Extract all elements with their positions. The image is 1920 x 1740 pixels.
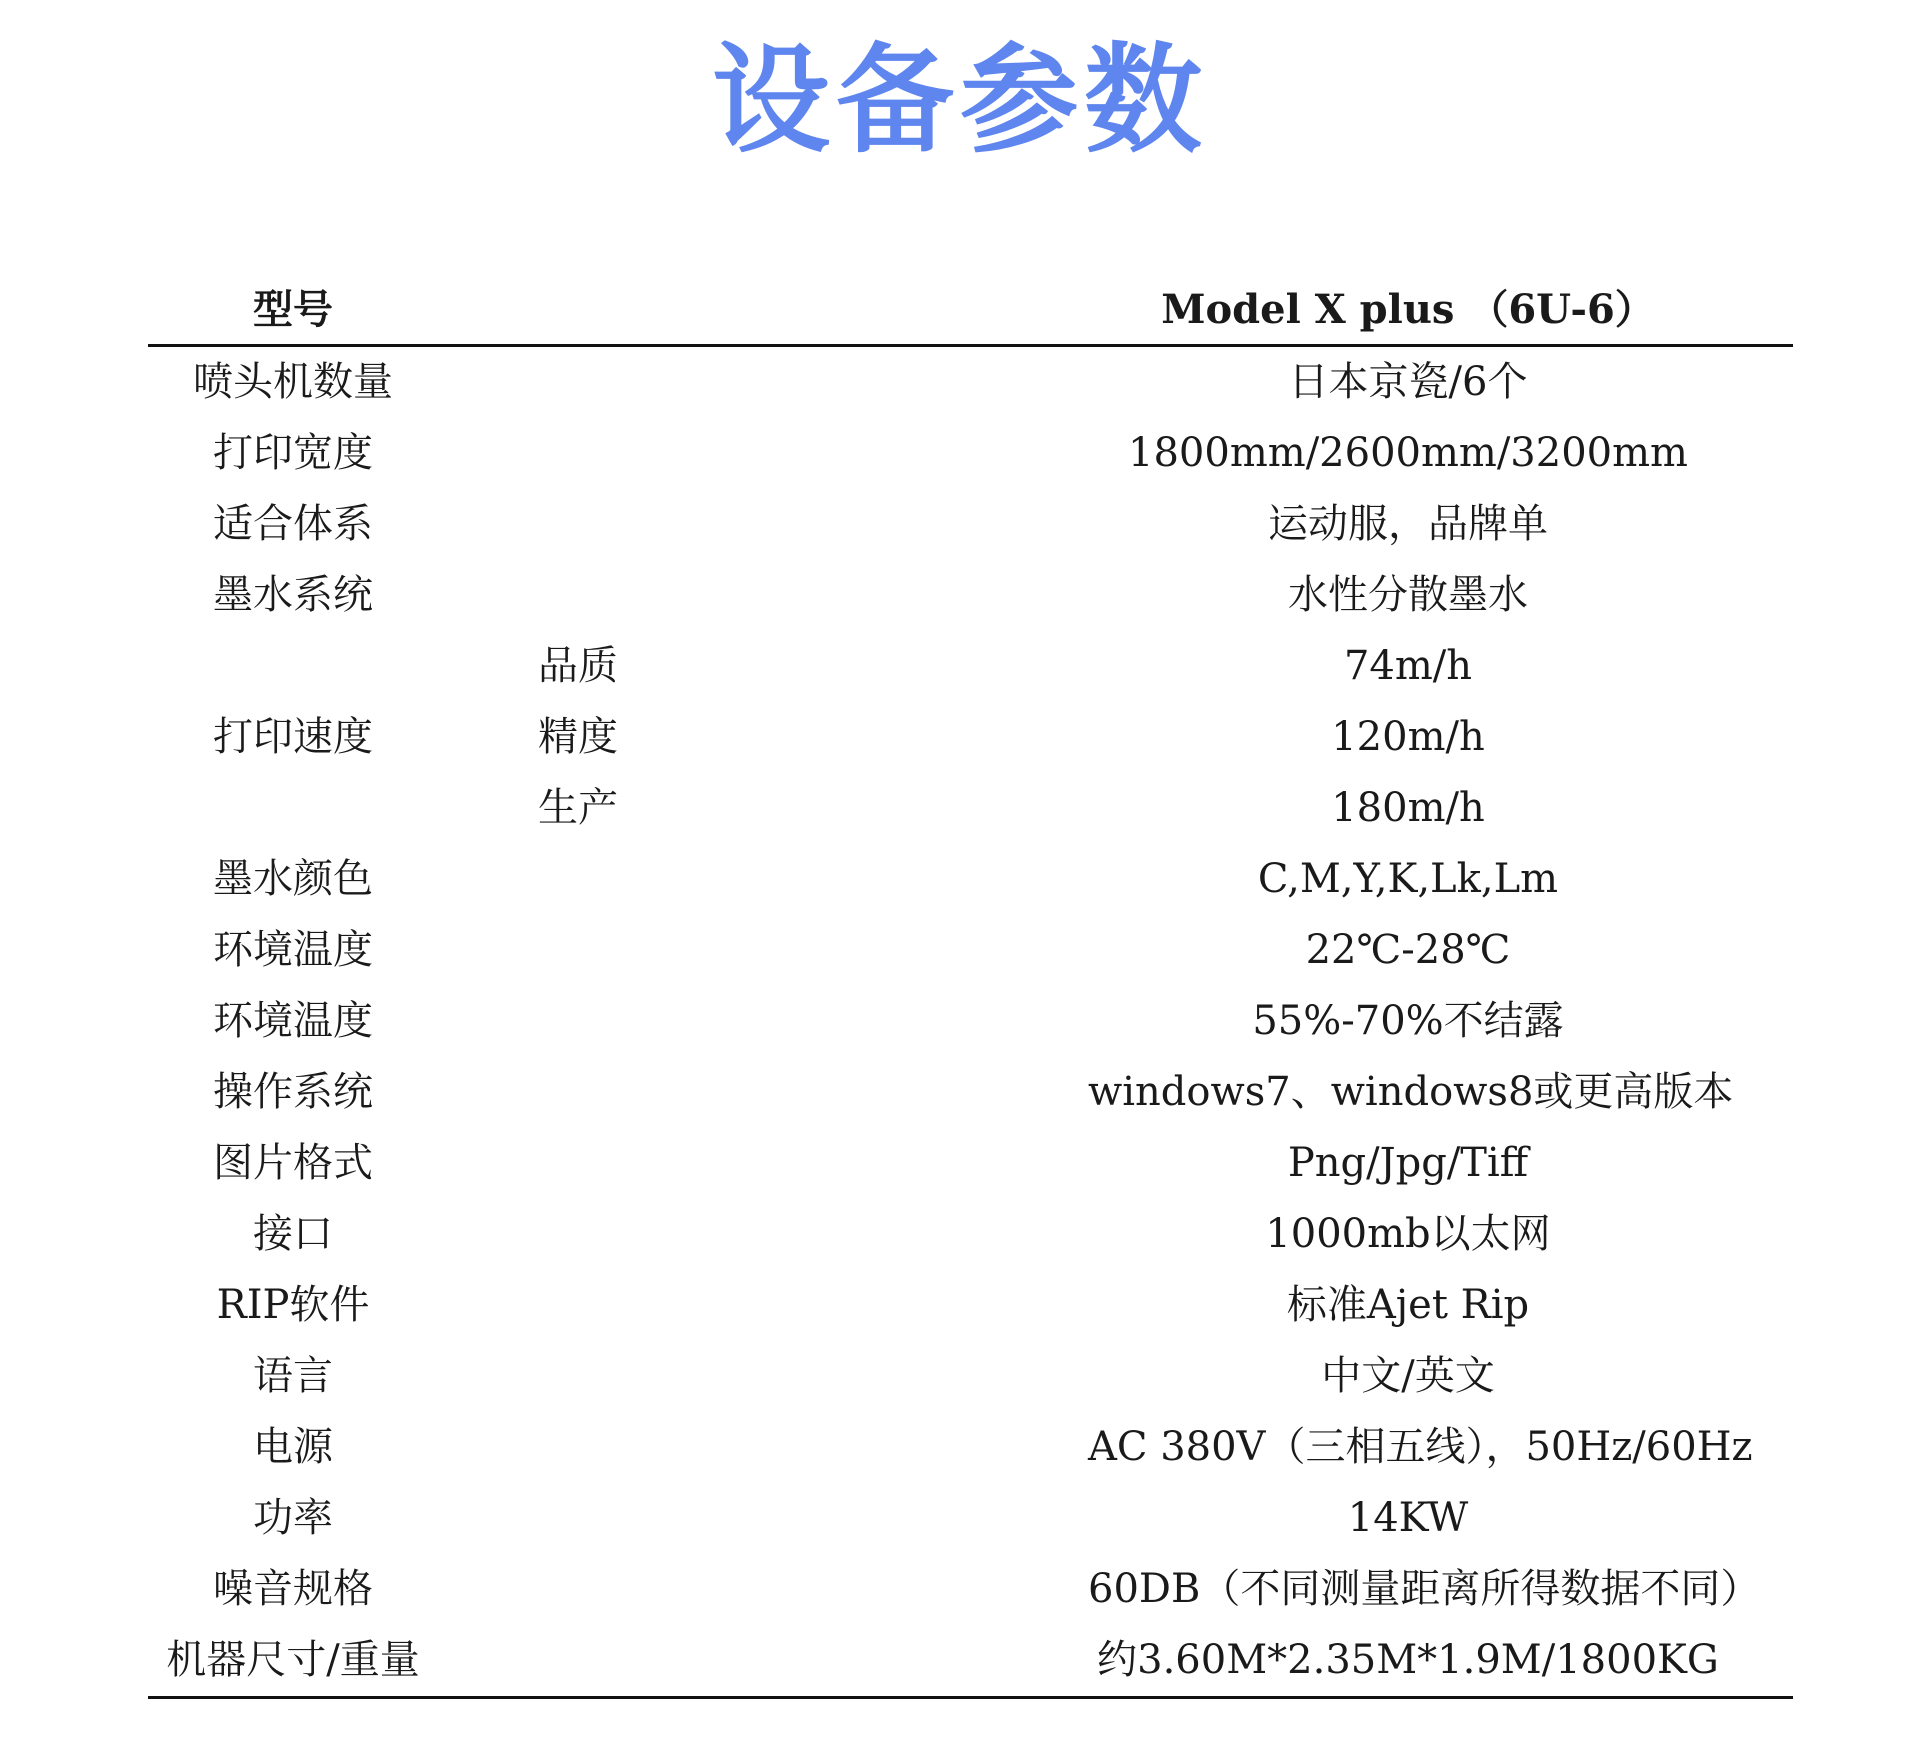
row-value: 180m/h bbox=[1331, 785, 1485, 831]
table-row bbox=[148, 702, 1793, 773]
header-value: Model X plus （6U-6） bbox=[1161, 286, 1655, 333]
row-label: 噪音规格 bbox=[213, 1566, 373, 1612]
table-row bbox=[148, 560, 1793, 631]
row-label: 适合体系 bbox=[213, 501, 373, 547]
row-value: 约3.60M*2.35M*1.9M/1800KG bbox=[1097, 1637, 1719, 1683]
table-row bbox=[148, 347, 1793, 418]
row-value: 22℃-28℃ bbox=[1305, 927, 1511, 973]
row-label: 图片格式 bbox=[213, 1140, 373, 1186]
row-label: 操作系统 bbox=[213, 1069, 373, 1115]
table-row bbox=[148, 418, 1793, 489]
row-value: 14KW bbox=[1347, 1495, 1469, 1541]
header-label: 型号 bbox=[253, 286, 333, 333]
table-row bbox=[148, 631, 1793, 702]
print-speed-label: 打印速度 bbox=[213, 714, 373, 760]
table-row bbox=[148, 1625, 1793, 1696]
row-value: 标准Ajet Rip bbox=[1286, 1282, 1530, 1328]
table-header-row bbox=[148, 272, 1793, 347]
row-label: 电源 bbox=[253, 1424, 333, 1470]
row-sublabel: 生产 bbox=[538, 785, 618, 831]
row-value: C,M,Y,K,Lk,Lm bbox=[1257, 856, 1559, 902]
row-value: 74m/h bbox=[1343, 643, 1473, 689]
spec-table bbox=[148, 272, 1793, 1699]
row-label: 环境温度 bbox=[213, 927, 373, 973]
row-label: 墨水颜色 bbox=[213, 856, 373, 902]
table-row bbox=[148, 773, 1793, 844]
table-row bbox=[148, 1341, 1793, 1412]
table-row bbox=[148, 489, 1793, 560]
table-row bbox=[148, 915, 1793, 986]
table-row bbox=[148, 1412, 1793, 1483]
row-label: RIP软件 bbox=[216, 1282, 370, 1328]
row-value: Png/Jpg/Tiff bbox=[1287, 1140, 1529, 1186]
row-value: 120m/h bbox=[1331, 714, 1485, 760]
row-label: 环境温度 bbox=[213, 998, 373, 1044]
row-sublabel: 精度 bbox=[538, 714, 618, 760]
table-row bbox=[148, 986, 1793, 1057]
table-row bbox=[148, 844, 1793, 915]
table-row bbox=[148, 1199, 1793, 1270]
table-row bbox=[148, 1483, 1793, 1554]
row-value: 1000mb以太网 bbox=[1265, 1211, 1551, 1257]
row-value: 60DB（不同测量距离所得数据不同） bbox=[1088, 1566, 1761, 1612]
row-value: 水性分散墨水 bbox=[1288, 572, 1528, 618]
table-row bbox=[148, 1554, 1793, 1625]
row-label: 机器尺寸/重量 bbox=[166, 1637, 420, 1683]
table-row bbox=[148, 1270, 1793, 1341]
row-label: 接口 bbox=[253, 1211, 333, 1257]
row-label: 打印宽度 bbox=[213, 430, 373, 476]
row-value: 中文/英文 bbox=[1321, 1353, 1495, 1399]
row-label: 喷头机数量 bbox=[193, 359, 393, 405]
row-value: AC 380V（三相五线），50Hz/60Hz bbox=[1088, 1424, 1753, 1470]
table-row bbox=[148, 1057, 1793, 1128]
row-value: 运动服，品牌单 bbox=[1268, 501, 1548, 547]
row-label: 语言 bbox=[253, 1353, 333, 1399]
row-value: 日本京瓷/6个 bbox=[1288, 359, 1528, 405]
row-label: 墨水系统 bbox=[213, 572, 373, 618]
row-sublabel: 品质 bbox=[538, 643, 618, 689]
page-title: 设备参数 bbox=[711, 31, 1208, 169]
row-label: 功率 bbox=[253, 1495, 333, 1541]
row-value: 55%-70%不结露 bbox=[1252, 998, 1564, 1044]
table-row bbox=[148, 1128, 1793, 1199]
row-value: windows7、windows8或更高版本 bbox=[1088, 1069, 1734, 1115]
row-value: 1800mm/2600mm/3200mm bbox=[1128, 430, 1688, 476]
spec-body bbox=[148, 347, 1793, 1699]
print-speed-group bbox=[148, 631, 1793, 844]
